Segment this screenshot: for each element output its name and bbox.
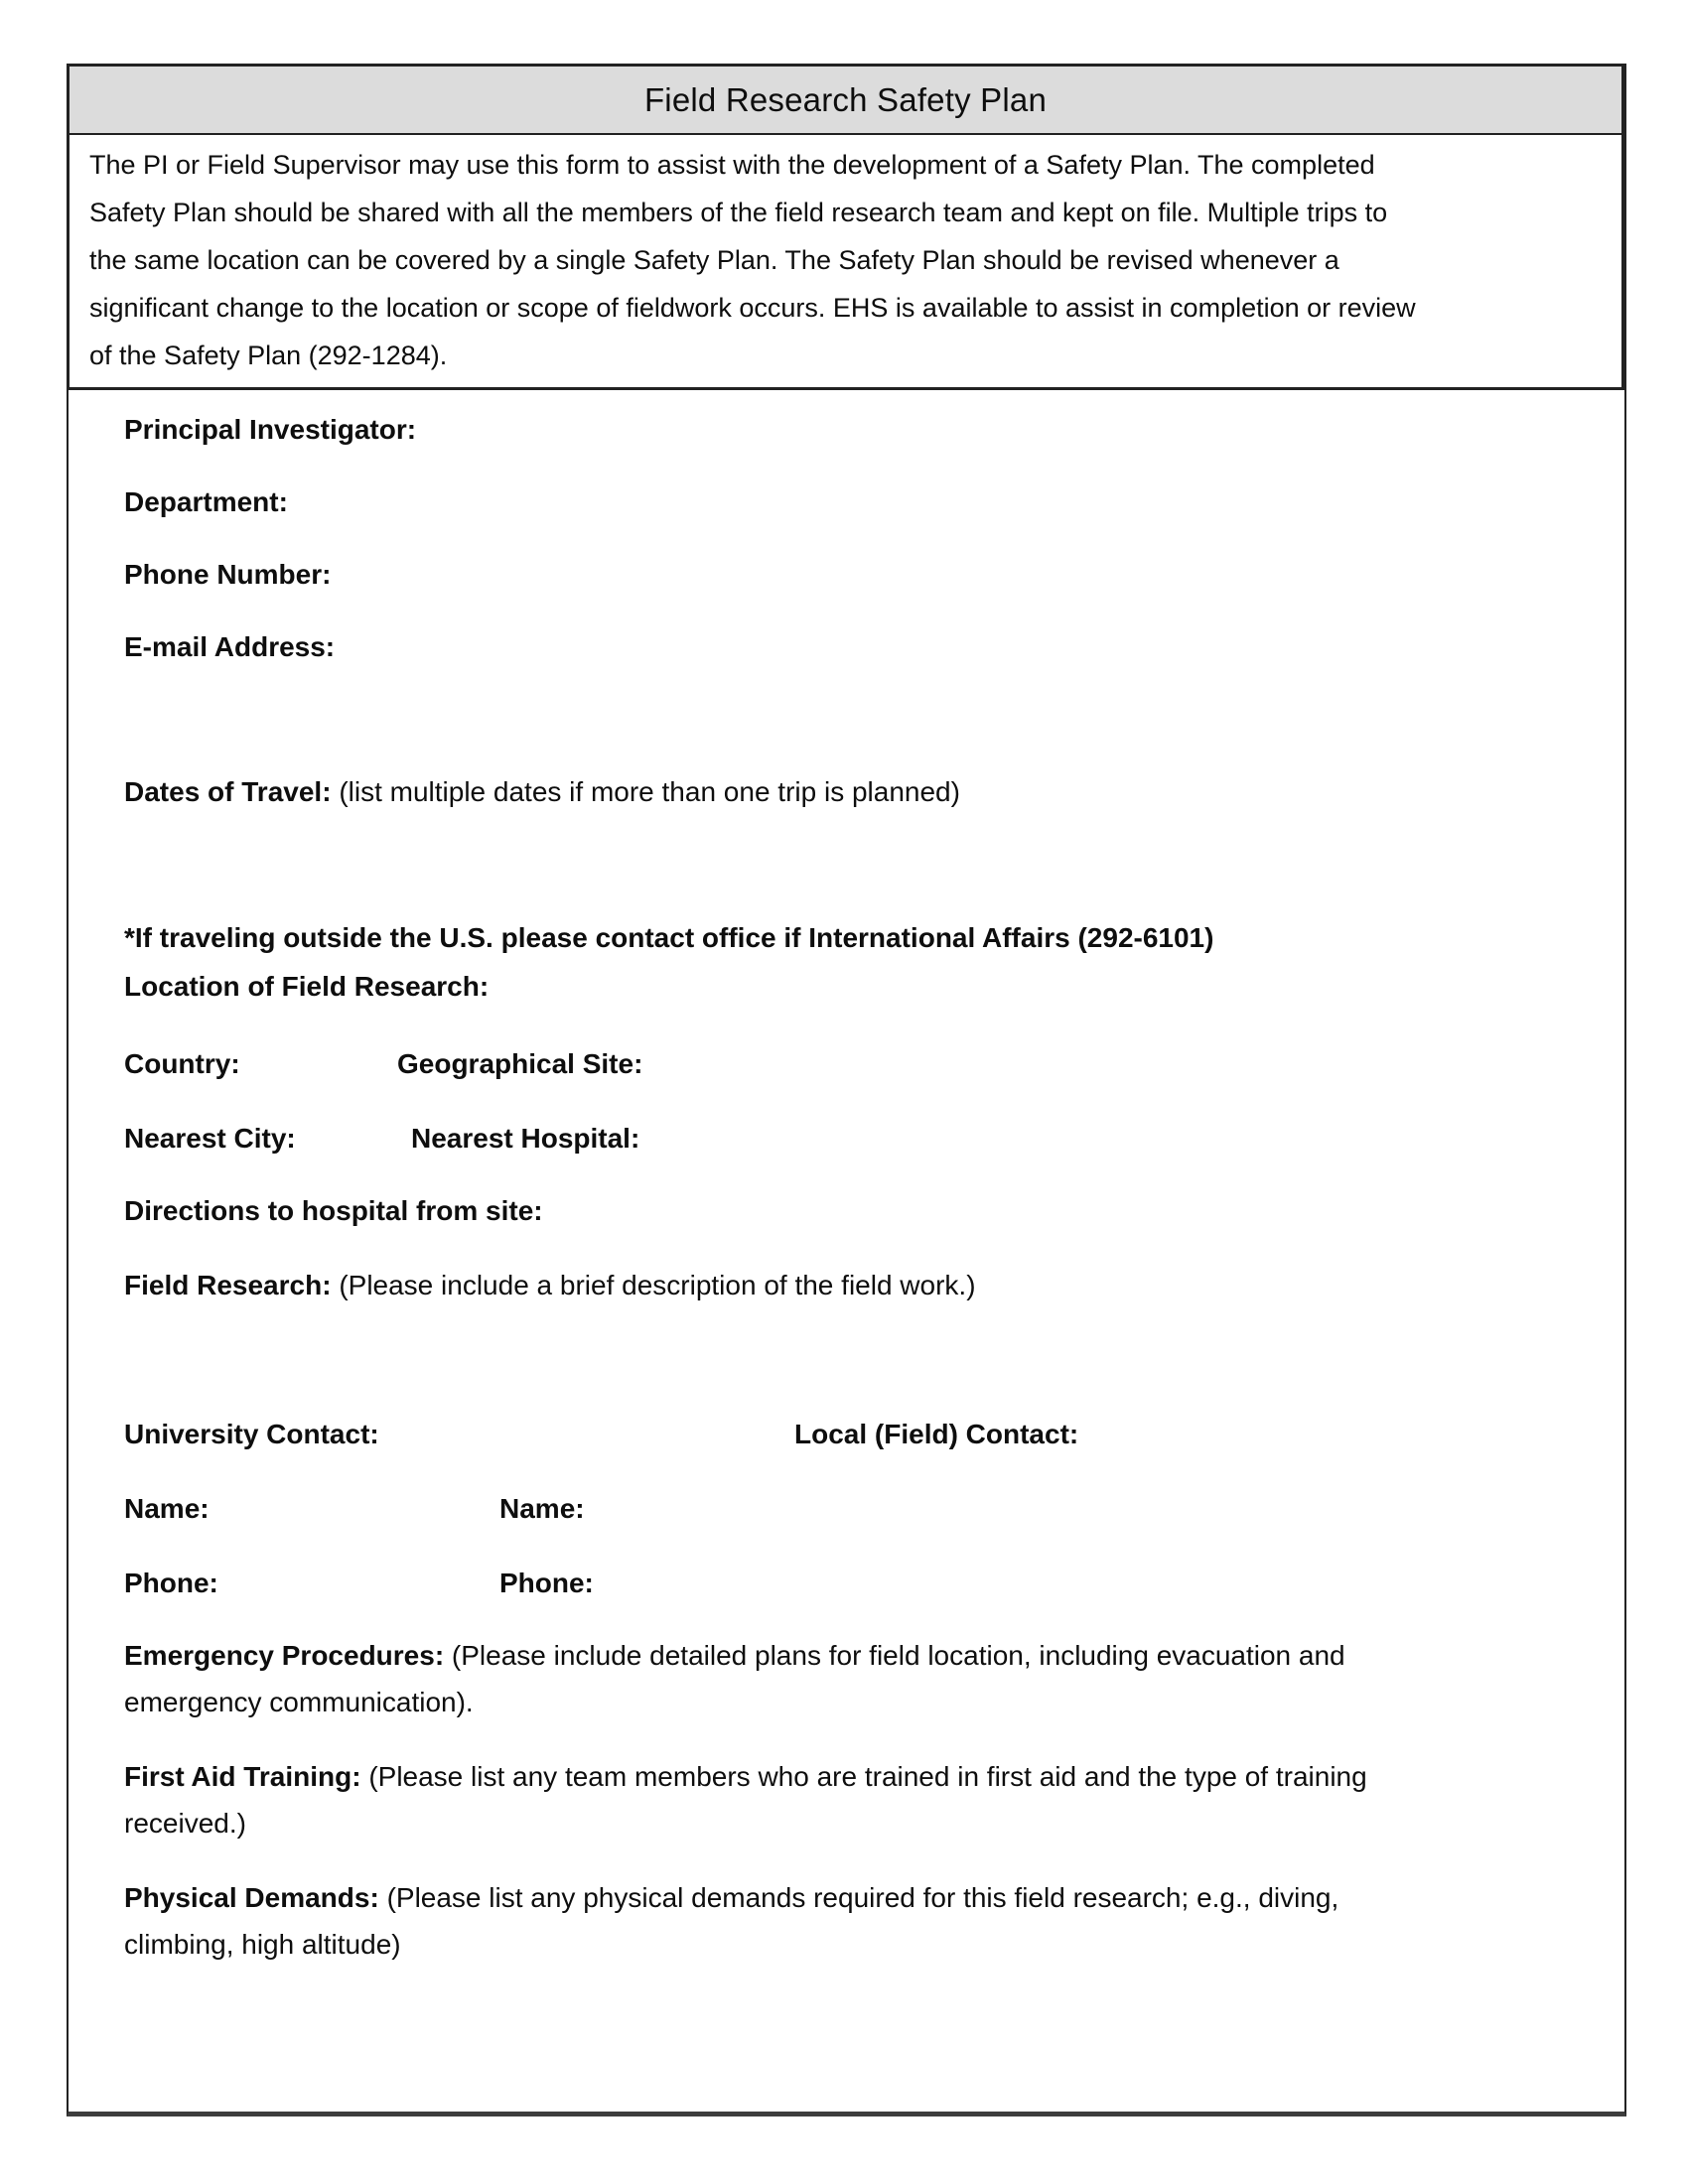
geographical-site-label: Geographical Site:: [397, 1048, 643, 1079]
contact-phone-row: [124, 1560, 1569, 1606]
emergency-procedures-label: Emergency Procedures:: [124, 1640, 445, 1671]
principal-investigator-label: Principal Investigator:: [124, 414, 417, 445]
nearest-city-label: Nearest City:: [124, 1123, 296, 1154]
nearest-hospital-label: Nearest Hospital:: [411, 1123, 640, 1154]
blank-line-spacer: [124, 841, 1569, 913]
department-field: [124, 478, 1569, 525]
university-name-label: Name:: [124, 1493, 210, 1524]
local-phone-label: Phone:: [499, 1568, 594, 1598]
directions-to-hospital-label: Directions to hospital from site:: [124, 1195, 543, 1226]
intro-line: of the Safety Plan (292-1284).: [89, 341, 448, 370]
contacts-header-row: [124, 1411, 1569, 1457]
international-travel-group: [124, 913, 1569, 1011]
title-and-intro-table: [67, 64, 1624, 390]
international-notice: [124, 913, 1569, 962]
intro-paragraph: [70, 135, 1621, 387]
email-address-field: [124, 623, 1569, 670]
form-body: [69, 392, 1624, 1968]
intro-line: The PI or Field Supervisor may use this form to assist with the development of a Safety Plan. The completed: [89, 150, 1375, 180]
country-label: Country:: [124, 1048, 240, 1079]
blank-line-spacer: [124, 1336, 1569, 1411]
field-research-note: (Please include a brief description of the field work.): [339, 1270, 976, 1300]
contact-name-row: [124, 1485, 1569, 1532]
phone-number-field: [124, 551, 1569, 598]
first-aid-training-line2: received.): [124, 1808, 246, 1839]
first-aid-training-field: [124, 1753, 1569, 1846]
university-phone-label: Phone:: [124, 1568, 218, 1598]
principal-investigator-field: [124, 406, 1569, 453]
physical-demands-field: [124, 1874, 1569, 1968]
intro-line: significant change to the location or scope of fieldwork occurs. EHS is available to assist in completion or review: [89, 293, 1416, 323]
international-notice-label: *If traveling outside the U.S. please contact office if International Affairs (292-6101): [124, 922, 1214, 953]
field-research-field: [124, 1262, 1569, 1308]
first-aid-training-label: First Aid Training:: [124, 1761, 361, 1792]
email-address-label: E-mail Address:: [124, 631, 336, 662]
intro-line: the same location can be covered by a single Safety Plan. The Safety Plan should be revised whenever a: [89, 245, 1339, 275]
blank-line-spacer: [124, 696, 1569, 768]
emergency-procedures-line1: [124, 1632, 1569, 1679]
nearest-city-hospital-row: [124, 1115, 1569, 1161]
physical-demands-note: (Please list any physical demands required for this field research; e.g., diving,: [386, 1882, 1339, 1913]
first-aid-training-note: (Please list any team members who are trained in first aid and the type of training: [368, 1761, 1367, 1792]
directions-to-hospital-field: [124, 1187, 1569, 1234]
safety-plan-form-box: [67, 64, 1626, 2116]
location-of-field-research-field: [124, 962, 1569, 1011]
location-of-field-research-label: Location of Field Research:: [124, 971, 490, 1002]
emergency-procedures-note: (Please include detailed plans for field location, including evacuation and: [451, 1640, 1345, 1671]
physical-demands-label: Physical Demands:: [124, 1882, 379, 1913]
form-title-bar: [70, 67, 1621, 135]
intro-line: Safety Plan should be shared with all the members of the field research team and kept on file. Multiple trips to: [89, 198, 1388, 227]
local-field-contact-label: Local (Field) Contact:: [794, 1419, 1079, 1449]
dates-of-travel-note: (list multiple dates if more than one trip is planned): [339, 776, 960, 807]
dates-of-travel-label: Dates of Travel:: [124, 776, 332, 807]
first-aid-training-line1: [124, 1753, 1569, 1800]
physical-demands-line1: [124, 1874, 1569, 1921]
page-title: Field Research Safety Plan: [643, 80, 1048, 118]
university-contact-label: University Contact:: [124, 1419, 379, 1449]
field-research-label: Field Research:: [124, 1270, 332, 1300]
emergency-procedures-line2: emergency communication).: [124, 1687, 474, 1717]
local-name-label: Name:: [499, 1493, 585, 1524]
emergency-procedures-field: [124, 1632, 1569, 1725]
physical-demands-line2: climbing, high altitude): [124, 1929, 401, 1960]
dates-of-travel-field: [124, 768, 1569, 815]
country-geographical-site-row: [124, 1040, 1569, 1087]
phone-number-label: Phone Number:: [124, 559, 332, 590]
department-label: Department:: [124, 486, 288, 517]
